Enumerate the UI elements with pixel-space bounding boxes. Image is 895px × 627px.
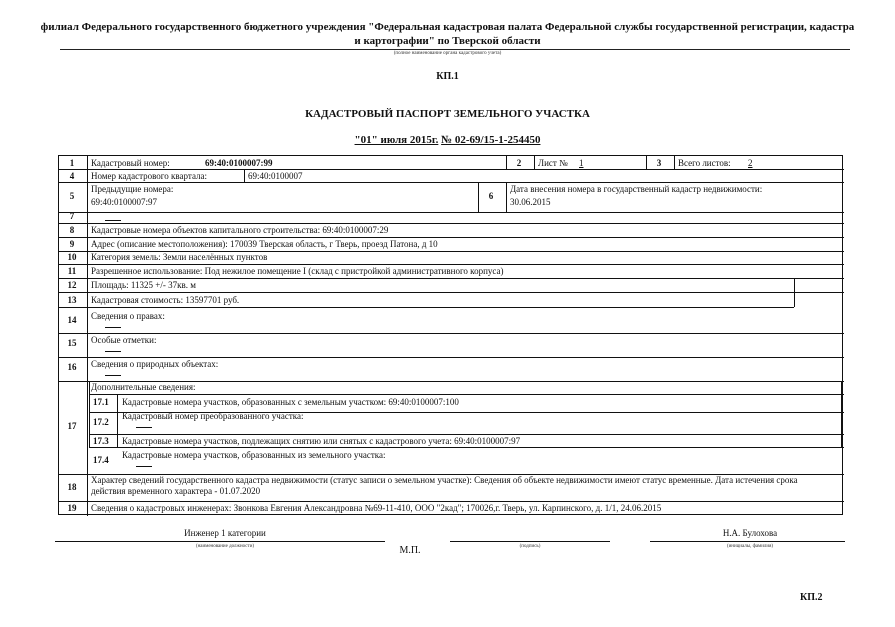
row-number: 6 bbox=[488, 191, 494, 201]
entry-date-value: 30.06.2015 bbox=[510, 197, 551, 207]
additional-info-text: Дополнительные сведения: bbox=[91, 382, 196, 392]
name-line bbox=[650, 541, 845, 542]
organization-rule bbox=[60, 49, 850, 50]
previous-numbers-label: Предыдущие номера: bbox=[91, 184, 174, 194]
formed-from-text: Кадастровые номера участков, образованных из земельного участка: bbox=[122, 450, 386, 460]
address-text: Адрес (описание местоположения): 170039 Тверская область, г Тверь, проезд Патона, д 10 bbox=[91, 239, 438, 249]
signature-caption: (подпись) bbox=[519, 544, 541, 549]
next-form-code: КП.2 bbox=[800, 592, 823, 603]
row-number: 2 bbox=[516, 158, 522, 168]
row-number: 7 bbox=[69, 211, 75, 221]
organization-caption: (полное наименование органа кадастрового учета) bbox=[393, 51, 502, 56]
empty-value-dash bbox=[136, 466, 152, 467]
cadastral-engineer-text: Сведения о кадастровых инженерах: Звонкова Евгения Александровна №69-11-410, ООО "2кад"; 170026,г. Тверь, ул. Карпинского, д. 1/1, 24.06.2015 bbox=[91, 503, 662, 513]
engineer-name: Н.А. Булохова bbox=[722, 528, 778, 538]
sub-row-number: 17.3 bbox=[93, 436, 109, 446]
row-number: 15 bbox=[67, 338, 77, 348]
empty-value-dash bbox=[136, 427, 152, 428]
empty-value-dash bbox=[105, 220, 121, 221]
row-number: 18 bbox=[67, 482, 77, 492]
natural-objects-text: Сведения о природных объектах: bbox=[91, 359, 219, 369]
row-number: 9 bbox=[69, 239, 75, 249]
form-code: КП.1 bbox=[436, 71, 459, 82]
record-status-text: Характер сведений государственного кадастра недвижимости (статус записи о земельном участке): Сведения об объекте недвижимости имеют статус временные. Дата истечения срока действия временного характера - 01.07.2020 bbox=[91, 475, 798, 496]
empty-value-dash bbox=[105, 375, 121, 376]
total-sheets-label: Всего листов: bbox=[678, 158, 731, 168]
special-marks-text: Особые отметки: bbox=[91, 335, 157, 345]
entry-date-label: Дата внесения номера в государственный кадастр недвижимости: bbox=[510, 184, 763, 194]
sub-row-number: 17.4 bbox=[93, 455, 109, 465]
organization-name: филиал Федерального государственного бюджетного учреждения "Федеральная кадастровая палата Федеральной службы государственной регистрации, кадастра и картографии" по Тверской области bbox=[40, 21, 855, 47]
document-date: "01" июля 2015г. bbox=[354, 134, 439, 146]
deregistered-numbers-text: Кадастровые номера участков, подлежащих снятию или снятых с кадастрового учета: 69:40:0100007:97 bbox=[122, 436, 521, 446]
row-number: 16 bbox=[67, 362, 77, 372]
row-number: 3 bbox=[656, 158, 662, 168]
row-number: 4 bbox=[69, 171, 75, 181]
document-number: № 02-69/15-1-254450 bbox=[441, 134, 541, 146]
empty-value-dash bbox=[105, 351, 121, 352]
empty-value-dash bbox=[105, 327, 121, 328]
row-number: 19 bbox=[67, 503, 77, 513]
row-number: 14 bbox=[67, 315, 77, 325]
row-number: 1 bbox=[69, 158, 75, 168]
stamp-place: М.П. bbox=[399, 545, 421, 556]
engineer-position: Инженер 1 категории bbox=[184, 528, 266, 538]
cadastral-value-text: Кадастровая стоимость: 13597701 руб. bbox=[91, 295, 240, 305]
row-number: 11 bbox=[67, 266, 77, 276]
signature-line bbox=[450, 541, 610, 542]
land-category-text: Категория земель: Земли населённых пунктов bbox=[91, 252, 268, 262]
rights-info-text: Сведения о правах: bbox=[91, 311, 165, 321]
previous-numbers-value: 69:40:0100007:97 bbox=[91, 197, 158, 207]
name-caption: (инициалы, фамилия) bbox=[726, 544, 774, 549]
formed-with-text: Кадастровые номера участков, образованных с земельным участком: 69:40:0100007:100 bbox=[122, 397, 459, 407]
sub-row-number: 17.2 bbox=[93, 417, 109, 427]
row-number: 5 bbox=[69, 191, 75, 201]
row-number: 13 bbox=[67, 295, 77, 305]
area-text: Площадь: 11325 +/- 37кв. м bbox=[91, 280, 196, 290]
document-date-number bbox=[0, 134, 895, 146]
sheet-number-label: Лист № bbox=[538, 158, 568, 168]
row-number: 17 bbox=[67, 421, 77, 431]
cadastral-number-value: 69:40:0100007:99 bbox=[205, 158, 273, 168]
sheet-number-value: 1 bbox=[579, 158, 584, 168]
passport-table bbox=[58, 155, 843, 515]
cadastral-number-label: Кадастровый номер: bbox=[91, 158, 170, 168]
quarter-number-value: 69:40:0100007 bbox=[248, 171, 303, 181]
row-number: 10 bbox=[67, 252, 77, 262]
total-sheets-value: 2 bbox=[748, 158, 753, 168]
permitted-use-text: Разрешенное использование: Под нежилое помещение I (склад с пристройкой административного корпуса) bbox=[91, 266, 504, 276]
sub-row-number: 17.1 bbox=[93, 397, 109, 407]
position-line bbox=[55, 541, 385, 542]
position-caption: (наименование должности) bbox=[195, 544, 255, 549]
transformed-number-text: Кадастровый номер преобразованного участка: bbox=[122, 411, 304, 421]
quarter-number-label: Номер кадастрового квартала: bbox=[91, 171, 207, 181]
row-number: 8 bbox=[69, 225, 75, 235]
document-title: КАДАСТРОВЫЙ ПАСПОРТ ЗЕМЕЛЬНОГО УЧАСТКА bbox=[305, 108, 590, 120]
capital-objects-text: Кадастровые номера объектов капитального строительства: 69:40:0100007:29 bbox=[91, 225, 389, 235]
row-number: 12 bbox=[67, 280, 77, 290]
